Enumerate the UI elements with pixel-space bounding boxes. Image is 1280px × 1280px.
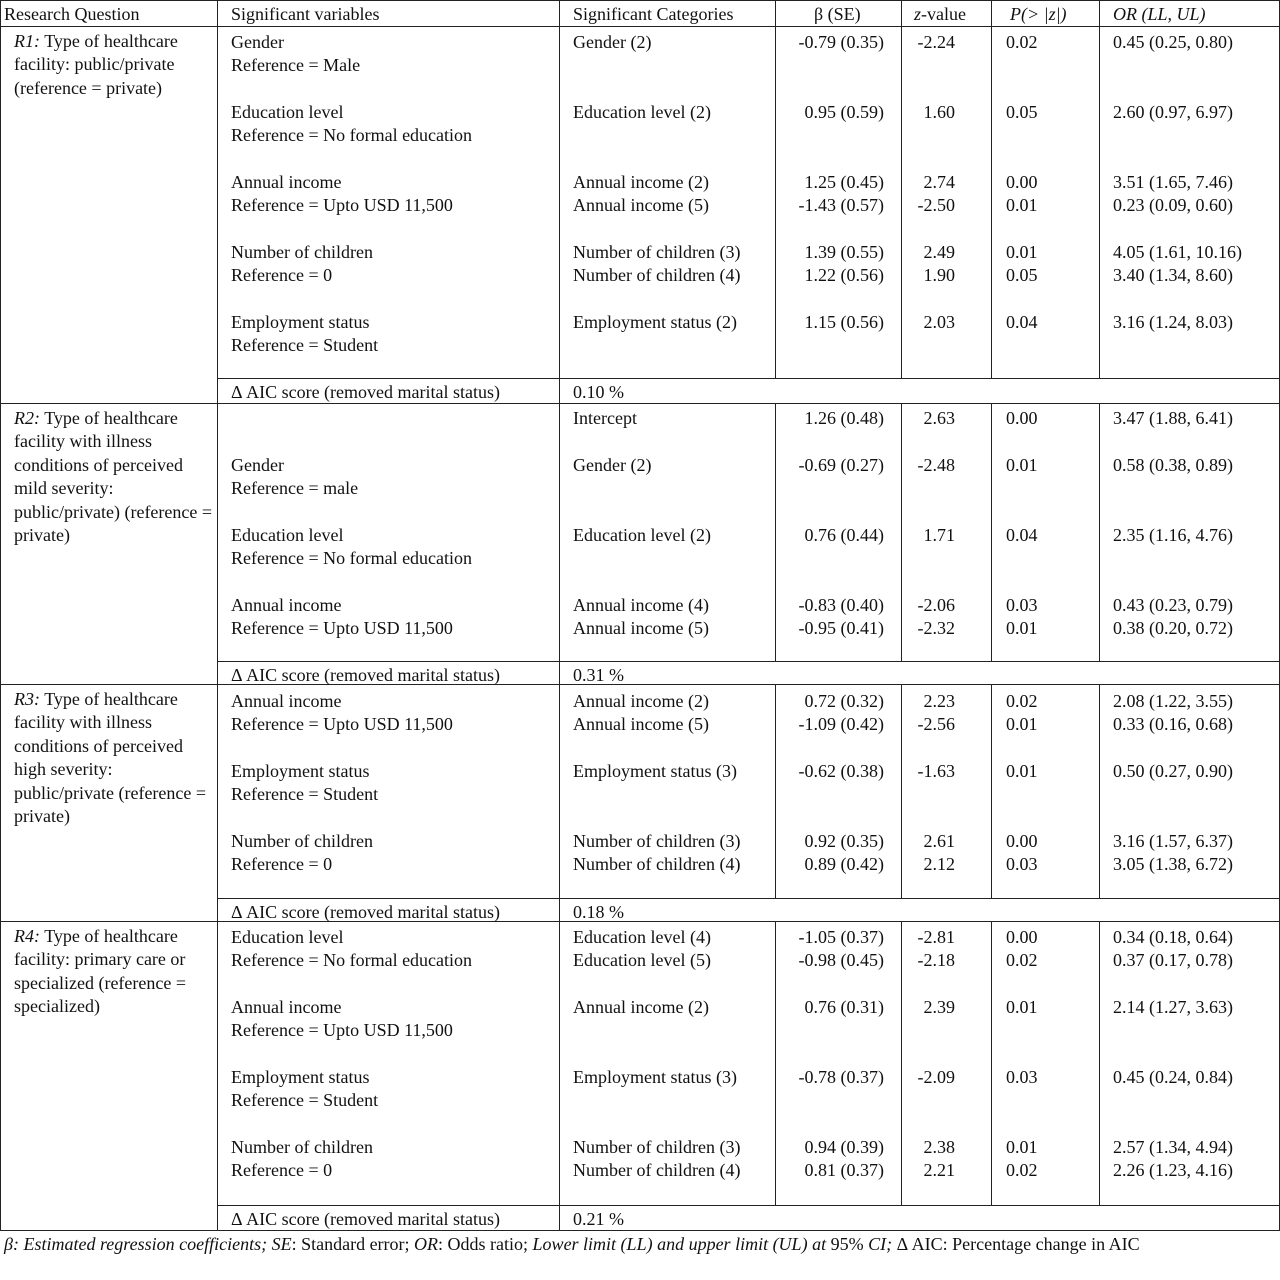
significant-category: Annual income (5) [573,714,709,734]
footnote-or-symbol: OR [414,1234,439,1254]
beta-se-value: 0.81 (0.37) [804,1160,884,1180]
p-value: 0.01 [1006,195,1038,215]
significant-variable: Reference = male [231,478,359,498]
header-significant-categories: Significant Categories [573,4,734,24]
beta-se-value: -0.79 (0.35) [798,32,884,52]
significant-variable: Employment status [231,1067,370,1087]
odds-ratio-ci: 0.38 (0.20, 0.72) [1113,618,1233,638]
significant-variable: Reference = No formal education [231,548,473,568]
research-question-4 [14,925,214,1019]
beta-se-value: 1.25 (0.45) [804,172,884,192]
odds-ratio-ci: 2.35 (1.16, 4.76) [1113,525,1233,545]
research-question-2 [14,407,214,547]
z-value: -2.48 [917,455,955,475]
column-divider [991,403,992,661]
header-z-suffix: -value [921,4,966,24]
group-divider-r1 [0,403,1280,404]
header-significant-variables: Significant variables [231,4,380,24]
footnote-aic-definition: Δ AIC: Percentage change in AIC [896,1234,1140,1254]
header-z-value [914,3,966,26]
odds-ratio-ci: 0.45 (0.25, 0.80) [1113,32,1233,52]
odds-ratio-ci: 0.37 (0.17, 0.78) [1113,950,1233,970]
z-value: 2.39 [923,997,955,1017]
column-divider [1099,403,1100,661]
research-question-1 [14,30,214,100]
odds-ratio-ci: 0.34 (0.18, 0.64) [1113,927,1233,947]
beta-se-value: -0.78 (0.37) [798,1067,884,1087]
odds-ratio-ci: 0.23 (0.09, 0.60) [1113,195,1233,215]
significant-variable: Number of children [231,1137,373,1157]
z-value: 1.60 [923,102,955,122]
column-divider [1099,0,1100,378]
significant-variable: Reference = No formal education [231,950,473,970]
z-value: -2.32 [917,618,955,638]
table-bottom-border [0,1230,1280,1231]
p-value: 0.01 [1006,997,1038,1017]
odds-ratio-ci: 3.16 (1.57, 6.37) [1113,831,1233,851]
p-value: 0.05 [1006,102,1038,122]
significant-category: Employment status (2) [573,312,737,332]
significant-category: Number of children (4) [573,854,741,874]
header-research-question: Research Question [4,4,140,24]
significant-category: Gender (2) [573,455,652,475]
footnote-ci-value: 95% [830,1234,864,1254]
z-value: -2.81 [917,927,955,947]
footnote-or-definition: : Odds ratio; [438,1234,529,1254]
column-divider [775,921,776,1205]
header-p-value: P(> |z|) [1010,4,1067,24]
beta-se-value: 1.26 (0.48) [804,408,884,428]
significant-variable: Education level [231,927,344,947]
column-divider [775,684,776,898]
odds-ratio-ci: 2.26 (1.23, 4.16) [1113,1160,1233,1180]
aic-divider-r3 [217,898,1280,899]
column-divider [775,0,776,378]
column-divider [901,403,902,661]
beta-se-value: 0.76 (0.31) [804,997,884,1017]
column-divider [901,684,902,898]
research-question-label: R3: [14,689,40,709]
z-value: 1.71 [923,525,955,545]
beta-se-value: -0.69 (0.27) [798,455,884,475]
significant-variable: Number of children [231,242,373,262]
significant-variable: Reference = Student [231,784,379,804]
odds-ratio-ci: 3.05 (1.38, 6.72) [1113,854,1233,874]
column-divider [991,0,992,378]
significant-variable: Reference = Student [231,1090,379,1110]
footnote-se-definition: : Standard error; [291,1234,410,1254]
aic-score-value: 0.31 % [573,665,624,685]
z-value: -2.09 [917,1067,955,1087]
odds-ratio-ci: 3.47 (1.88, 6.41) [1113,408,1233,428]
research-question-label: R1: [14,31,40,51]
p-value: 0.00 [1006,408,1038,428]
p-value: 0.03 [1006,1067,1038,1087]
footnote-beta-definition: : Estimated regression coefficients; [12,1234,268,1254]
p-value: 0.02 [1006,691,1038,711]
significant-category: Annual income (5) [573,195,709,215]
odds-ratio-ci: 2.14 (1.27, 3.63) [1113,997,1233,1017]
significant-variable: Reference = 0 [231,265,333,285]
z-value: 2.23 [923,691,955,711]
p-value: 0.00 [1006,172,1038,192]
z-value: -2.56 [917,714,955,734]
p-value: 0.02 [1006,32,1038,52]
beta-se-value: 0.76 (0.44) [804,525,884,545]
p-value: 0.01 [1006,618,1038,638]
beta-se-value: 0.94 (0.39) [804,1137,884,1157]
footnote-beta-symbol: β [4,1234,13,1254]
odds-ratio-ci: 0.50 (0.27, 0.90) [1113,761,1233,781]
beta-se-value: 1.22 (0.56) [804,265,884,285]
research-question-label: R4: [14,926,40,946]
significant-variable: Reference = No formal education [231,125,473,145]
odds-ratio-ci: 0.58 (0.38, 0.89) [1113,455,1233,475]
p-value: 0.01 [1006,761,1038,781]
beta-se-value: -1.09 (0.42) [798,714,884,734]
odds-ratio-ci: 3.16 (1.24, 8.03) [1113,312,1233,332]
significant-variable: Employment status [231,761,370,781]
significant-category: Intercept [573,408,637,428]
significant-variable: Reference = Upto USD 11,500 [231,1020,453,1040]
p-value: 0.02 [1006,1160,1038,1180]
group-divider-r3 [0,921,1280,922]
significant-category: Annual income (4) [573,595,709,615]
column-divider [1099,921,1100,1205]
aic-score-label: Δ AIC score (removed marital status) [231,382,500,402]
research-question-text: Type of healthcare facility with illness conditions of perceived high severity: public/private (reference = private) [14,689,207,827]
significant-category: Annual income (2) [573,172,709,192]
significant-variable: Education level [231,525,344,545]
significant-variable: Reference = Upto USD 11,500 [231,618,453,638]
significant-category: Number of children (3) [573,1137,741,1157]
aic-score-label: Δ AIC score (removed marital status) [231,902,500,922]
p-value: 0.02 [1006,950,1038,970]
significant-category: Annual income (5) [573,618,709,638]
p-value: 0.01 [1006,242,1038,262]
significant-variable: Reference = Male [231,55,361,75]
footnote-se-symbol: SE [271,1234,292,1254]
beta-se-value: 1.15 (0.56) [804,312,884,332]
table-top-border [0,0,1280,1]
z-value: 2.74 [923,172,955,192]
significant-category: Education level (4) [573,927,711,947]
significant-category: Annual income (2) [573,691,709,711]
significant-variable: Employment status [231,312,370,332]
significant-category: Education level (2) [573,525,711,545]
significant-variable: Annual income [231,595,342,615]
beta-se-value: 0.92 (0.35) [804,831,884,851]
significant-variable: Annual income [231,997,342,1017]
beta-se-value: 1.39 (0.55) [804,242,884,262]
group-divider-r2 [0,684,1280,685]
research-question-3 [14,688,214,828]
odds-ratio-ci: 2.57 (1.34, 4.94) [1113,1137,1233,1157]
p-value: 0.05 [1006,265,1038,285]
column-divider [901,0,902,378]
footnote-ci-symbol: CI; [868,1234,893,1254]
z-value: 2.49 [923,242,955,262]
significant-variable: Reference = 0 [231,854,333,874]
beta-se-value: 0.72 (0.32) [804,691,884,711]
research-question-text: Type of healthcare facility: primary care or specialized (reference = specialized) [14,926,187,1017]
odds-ratio-ci: 3.51 (1.65, 7.46) [1113,172,1233,192]
z-value: -2.18 [917,950,955,970]
aic-score-value: 0.18 % [573,902,624,922]
beta-se-value: 0.89 (0.42) [804,854,884,874]
research-question-text: Type of healthcare facility with illness conditions of perceived mild severity: public/private) (reference = private) [14,408,213,546]
p-value: 0.01 [1006,714,1038,734]
p-value: 0.04 [1006,312,1038,332]
aic-divider-r1 [217,378,1280,379]
odds-ratio-ci: 2.08 (1.22, 3.55) [1113,691,1233,711]
z-value: 2.63 [923,408,955,428]
beta-se-value: -1.05 (0.37) [798,927,884,947]
aic-divider-r2 [217,661,1280,662]
odds-ratio-ci: 4.05 (1.61, 10.16) [1113,242,1242,262]
table-footnote [4,1233,1204,1256]
beta-se-value: -1.43 (0.57) [798,195,884,215]
aic-divider-r4 [217,1205,1280,1206]
z-value: 2.61 [923,831,955,851]
column-divider [1099,684,1100,898]
significant-category: Annual income (2) [573,997,709,1017]
significant-variable: Reference = 0 [231,1160,333,1180]
significant-category: Number of children (4) [573,1160,741,1180]
beta-se-value: -0.95 (0.41) [798,618,884,638]
significant-category: Education level (5) [573,950,711,970]
significant-category: Gender (2) [573,32,652,52]
z-value: 2.38 [923,1137,955,1157]
aic-score-label: Δ AIC score (removed marital status) [231,665,500,685]
aic-score-value: 0.10 % [573,382,624,402]
significant-variable: Gender [231,32,284,52]
beta-se-value: 0.95 (0.59) [804,102,884,122]
odds-ratio-ci: 2.60 (0.97, 6.97) [1113,102,1233,122]
significant-variable: Annual income [231,691,342,711]
column-divider [775,403,776,661]
header-odds-ratio: OR (LL, UL) [1113,4,1206,24]
p-value: 0.04 [1006,525,1038,545]
column-divider [901,921,902,1205]
significant-variable: Education level [231,102,344,122]
z-value: -2.50 [917,195,955,215]
p-value: 0.01 [1006,455,1038,475]
significant-variable: Annual income [231,172,342,192]
col-divider-2 [559,0,560,1230]
significant-category: Education level (2) [573,102,711,122]
z-value: 2.21 [923,1160,955,1180]
aic-score-label: Δ AIC score (removed marital status) [231,1209,500,1229]
p-value: 0.03 [1006,595,1038,615]
research-question-label: R2: [14,408,40,428]
column-divider [991,921,992,1205]
p-value: 0.01 [1006,1137,1038,1157]
beta-se-value: -0.83 (0.40) [798,595,884,615]
odds-ratio-ci: 0.43 (0.23, 0.79) [1113,595,1233,615]
odds-ratio-ci: 0.33 (0.16, 0.68) [1113,714,1233,734]
significant-category: Number of children (4) [573,265,741,285]
aic-score-value: 0.21 % [573,1209,624,1229]
significant-variable: Gender [231,455,284,475]
column-divider [991,684,992,898]
significant-variable: Number of children [231,831,373,851]
significant-category: Employment status (3) [573,1067,737,1087]
significant-variable: Reference = Student [231,335,379,355]
p-value: 0.00 [1006,831,1038,851]
col-divider-1 [217,0,218,1230]
odds-ratio-ci: 0.45 (0.24, 0.84) [1113,1067,1233,1087]
header-z-symbol: z [914,4,922,24]
z-value: -2.24 [917,32,955,52]
odds-ratio-ci: 3.40 (1.34, 8.60) [1113,265,1233,285]
header-beta-se: β (SE) [814,4,861,24]
significant-category: Number of children (3) [573,831,741,851]
significant-category: Employment status (3) [573,761,737,781]
research-question-text: Type of healthcare facility: public/private (reference = private) [14,31,178,98]
z-value: -2.06 [917,595,955,615]
footnote-limits: Lower limit (LL) and upper limit (UL) at [532,1234,827,1254]
table-left-border [0,0,1,1230]
beta-se-value: -0.98 (0.45) [798,950,884,970]
significant-variable: Reference = Upto USD 11,500 [231,195,453,215]
z-value: 2.03 [923,312,955,332]
p-value: 0.00 [1006,927,1038,947]
significant-variable: Reference = Upto USD 11,500 [231,714,453,734]
significant-category: Number of children (3) [573,242,741,262]
beta-se-value: -0.62 (0.38) [798,761,884,781]
p-value: 0.03 [1006,854,1038,874]
z-value: 2.12 [923,854,955,874]
z-value: 1.90 [923,265,955,285]
z-value: -1.63 [917,761,955,781]
